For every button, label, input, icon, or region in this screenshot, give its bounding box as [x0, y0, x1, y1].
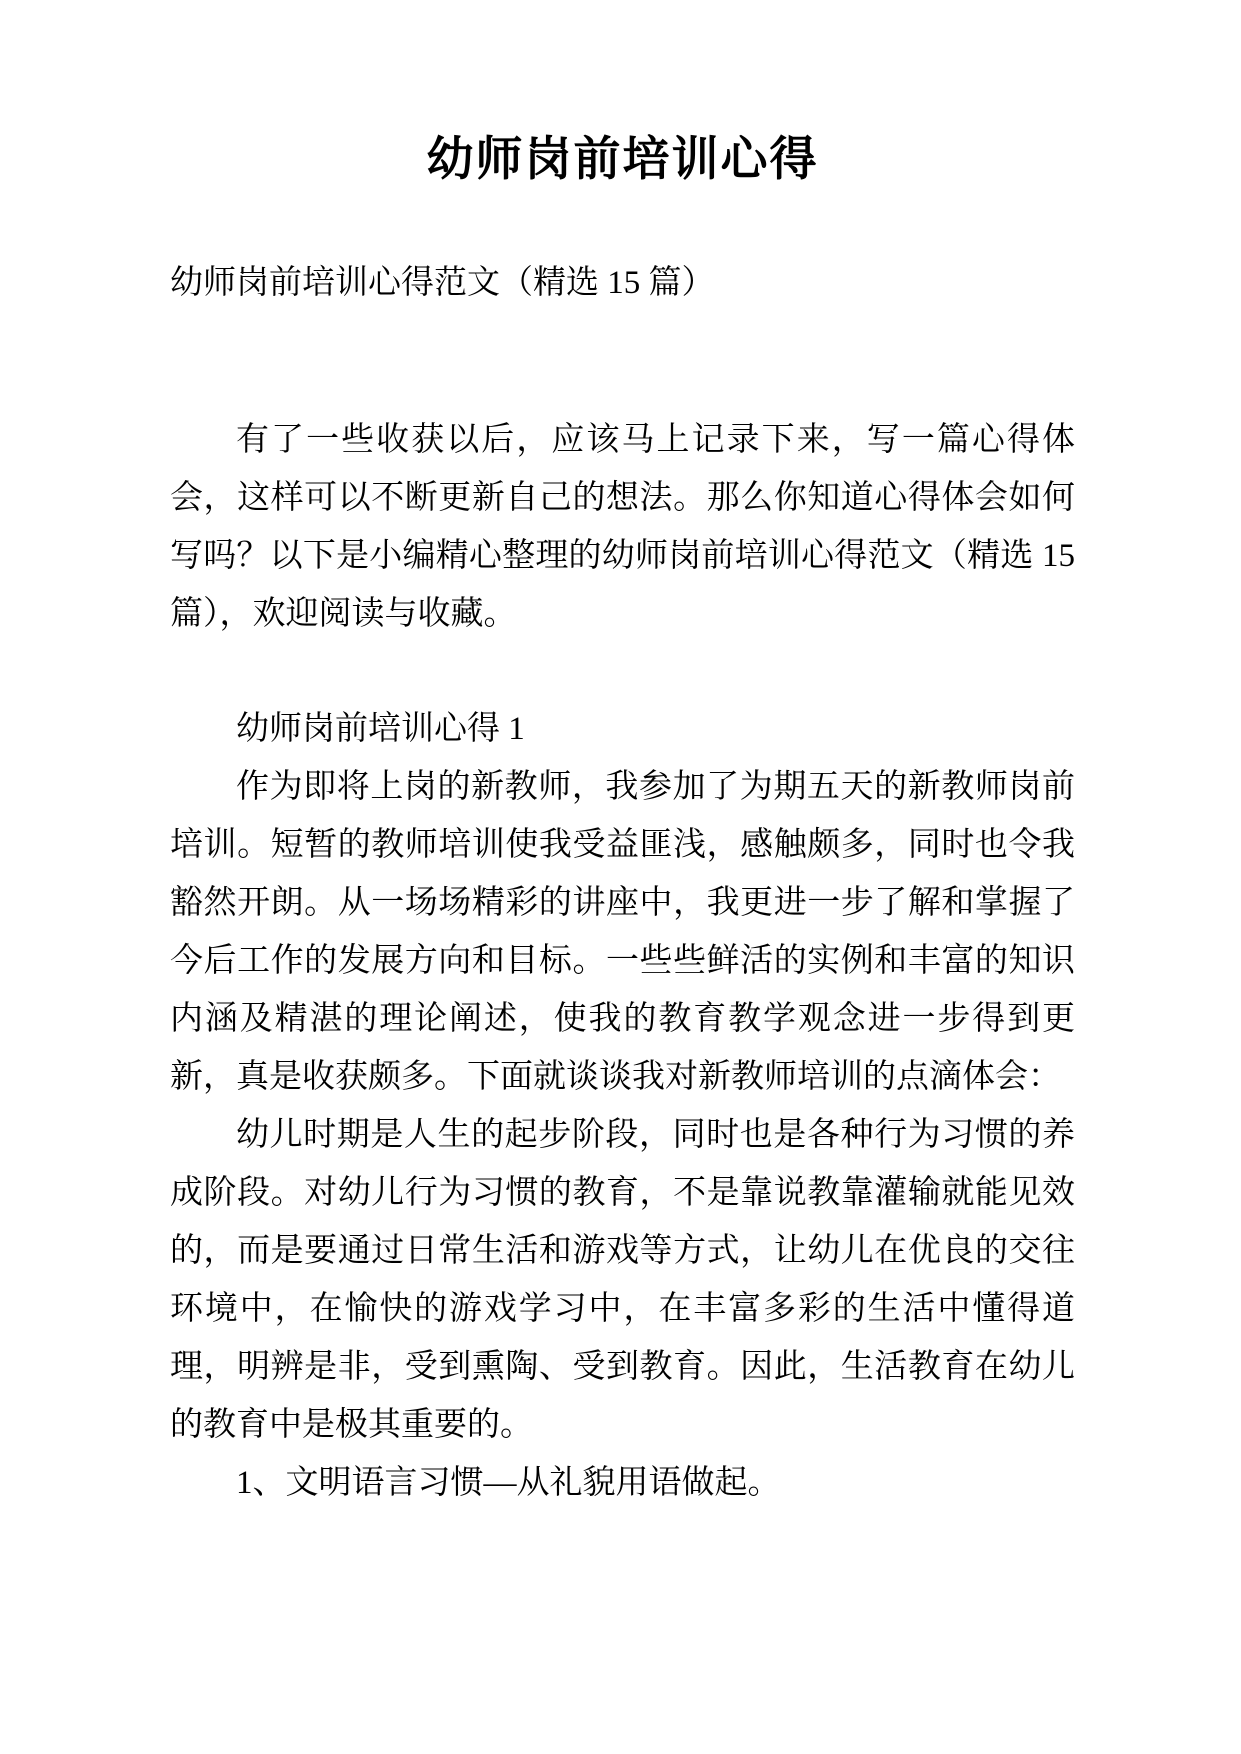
- paragraph-intro: 有了一些收获以后，应该马上记录下来，写一篇心得体会，这样可以不断更新自己的想法。那么你知道心得体会如何写吗？以下是小编精心整理的幼师岗前培训心得范文（精选 15 篇），欢迎阅读与收藏。: [170, 422, 1075, 632]
- document-title: 幼师岗前培训心得: [426, 134, 819, 186]
- paragraph-section-heading-1: 幼师岗前培训心得 1: [236, 711, 525, 747]
- paragraph-body-1: 作为即将上岗的新教师，我参加了为期五天的新教师岗前培训。短暂的教师培训使我受益匪浅，感触颇多，同时也令我豁然开朗。从一场场精彩的讲座中，我更进一步了解和掌握了今后工作的发展方向和目标。一些些鲜活的实例和丰富的知识内涵及精湛的理论阐述，使我的教育教学观念进一步得到更新，真是收获颇多。下面就谈谈我对新教师培训的点滴体会：: [170, 769, 1075, 1095]
- document-subtitle: 幼师岗前培训心得范文（精选 15 篇）: [170, 265, 715, 301]
- paragraph-list-item-1: 1、文明语言习惯—从礼貌用语做起。: [236, 1465, 781, 1501]
- paragraph-body-2: 幼儿时期是人生的起步阶段，同时也是各种行为习惯的养成阶段。对幼儿行为习惯的教育，不是靠说教靠灌输就能见效的，而是要通过日常生活和游戏等方式，让幼儿在优良的交往环境中，在愉快的游戏学习中，在丰富多彩的生活中懂得道理，明辨是非，受到熏陶、受到教育。因此，生活教育在幼儿的教育中是极其重要的。: [170, 1117, 1075, 1443]
